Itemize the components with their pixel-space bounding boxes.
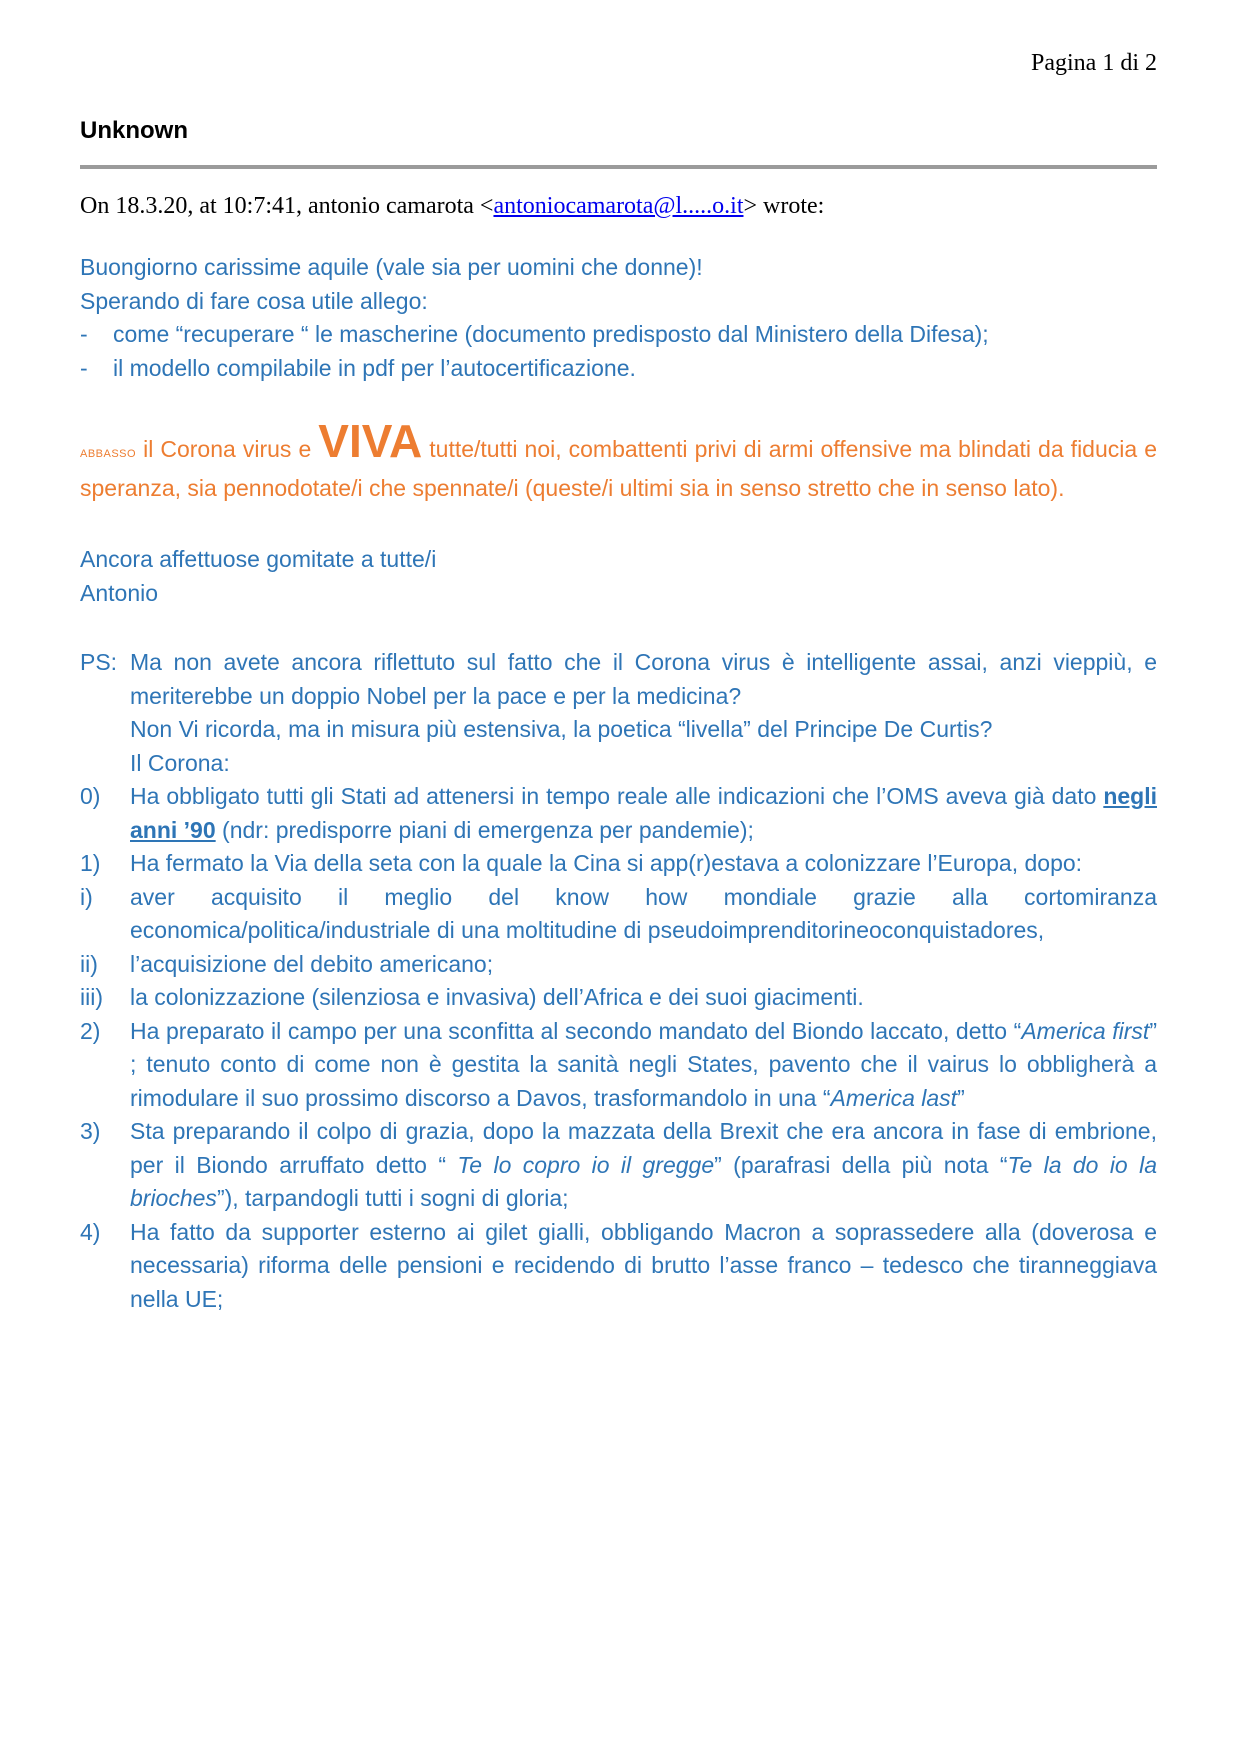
greeting-line-2: Sperando di fare cosa utile allego: bbox=[80, 287, 428, 314]
separator-rule bbox=[80, 165, 1157, 169]
slogan-abbasso: ABBASSO bbox=[80, 448, 137, 460]
list-item-text: Ha fermato la Via della seta con la quale la Cina si app(r)estava a colonizzare l’Europa, dopo: bbox=[130, 850, 1083, 876]
ps-paragraph-1 bbox=[80, 646, 1157, 713]
email-link[interactable]: antoniocamarota@l.....o.it bbox=[493, 193, 744, 219]
list-item-marker: 2) bbox=[80, 1017, 101, 1044]
ps-marker: PS: bbox=[80, 649, 118, 675]
list-item-text bbox=[130, 1015, 1157, 1116]
quote-suffix: > wrote: bbox=[743, 193, 825, 219]
list-item-text: aver acquisito il meglio del know how mondiale grazie alla cortomiranza economica/politica/industriale di una moltitudine di pseudoimprenditorineoconquistadores, bbox=[130, 883, 1157, 943]
list-item-2 bbox=[80, 1015, 1157, 1116]
segment-italic: America first bbox=[1021, 1017, 1150, 1044]
list-item-marker: 4) bbox=[80, 1218, 101, 1245]
list-item-marker: i) bbox=[80, 883, 93, 910]
list-item-marker: iii) bbox=[80, 984, 103, 1010]
page-number: Pagina 1 di 2 bbox=[1031, 50, 1157, 76]
attachment-list bbox=[80, 318, 1157, 385]
segment-plain: ” ; tenuto conto di come non è gestita la sanità negli States, pavento che il vairus lo obbligherà a rimodulare il suo prossimo discorso a Davos, trasformandolo in una “ bbox=[130, 1017, 1157, 1111]
list-item-text: il modello compilabile in pdf per l’autocertificazione. bbox=[113, 354, 636, 381]
segment-italic: Te lo copro io il gregge bbox=[457, 1151, 715, 1178]
document-title: Unknown bbox=[80, 117, 188, 144]
list-item-marker: - bbox=[80, 354, 88, 381]
segment-italic: Te la do io la brioches bbox=[130, 1151, 1157, 1211]
segment-plain: ”), tarpandogli tutti i sogni di gloria; bbox=[216, 1185, 569, 1211]
list-item-ii bbox=[80, 948, 1157, 982]
list-item bbox=[80, 352, 1157, 386]
segment-plain: Ha obbligato tutti gli Stati ad attenersi in tempo reale alle indicazioni che l’OMS aveva già dato bbox=[130, 783, 1104, 809]
greeting-block bbox=[80, 251, 1157, 318]
list-item-marker: 3) bbox=[80, 1118, 101, 1144]
list-item-4 bbox=[80, 1216, 1157, 1317]
list-item-i bbox=[80, 881, 1157, 948]
list-item-text: l’acquisizione del debito americano; bbox=[130, 950, 494, 977]
segment-bold-underline: negli anni ’90 bbox=[130, 783, 1157, 843]
closing-line: Ancora affettuose gomitate a tutte/i bbox=[80, 546, 437, 572]
list-item-marker: 1) bbox=[80, 850, 101, 876]
quote-prefix: On 18.3.20, at 10:7:41, antonio camarota < bbox=[80, 193, 494, 219]
list-item-iii bbox=[80, 981, 1157, 1015]
list-item-marker: ii) bbox=[80, 950, 98, 977]
segment-plain: ” (parafrasi della più nota “ bbox=[714, 1151, 1008, 1178]
list-item-marker: 0) bbox=[80, 783, 101, 809]
segment-plain: (ndr: predisporre piani di emergenza per pandemie); bbox=[215, 816, 754, 843]
list-item bbox=[80, 318, 1157, 352]
list-item-text: come “recuperare “ le mascherine (documento predisposto dal Ministero della Difesa); bbox=[113, 321, 989, 347]
segment-plain: Ha preparato il campo per una sconfitta al secondo mandato del Biondo laccato, detto “ bbox=[130, 1017, 1022, 1044]
ps-paragraph-3: Il Corona: bbox=[130, 749, 230, 776]
list-item-0 bbox=[80, 780, 1157, 847]
closing-block bbox=[80, 543, 1157, 610]
list-item-text bbox=[130, 1115, 1157, 1216]
ps-paragraph-2: Non Vi ricorda, ma in misura più estensiva, la poetica “livella” del Principe De Curtis? bbox=[130, 716, 993, 742]
slogan-mid: il Corona virus e bbox=[136, 436, 319, 462]
segment-plain: Sta preparando il colpo di grazia, dopo la mazzata della Brexit che era ancora in fase di embrione, per il Biondo arruffato detto “ bbox=[130, 1118, 1157, 1178]
list-item-text: Ha fatto da supporter esterno ai gilet gialli, obbligando Macron a soprassedere alla (doverosa e necessaria) riforma delle pensioni e recidendo di brutto l’asse franco – tedesco che tiranneggiava nella UE; bbox=[130, 1218, 1157, 1312]
segment-italic: America last bbox=[830, 1084, 958, 1111]
list-item-1 bbox=[80, 847, 1157, 881]
list-item-marker: - bbox=[80, 321, 88, 347]
ps-block bbox=[80, 646, 1157, 780]
ps-text-1: Ma non avete ancora riflettuto sul fatto che il Corona virus è intelligente assai, anzi vieppiù, e meriterebbe un doppio Nobel per la pace e per la medicina? bbox=[130, 649, 1157, 709]
numbered-list bbox=[80, 780, 1157, 1316]
slogan-tail: tutte/tutti noi, combattenti privi di armi offensive ma blindati da fiducia e speranza, sia pennodotate/i che spennate/i (queste/i ultimi sia in senso stretto che in senso lato). bbox=[80, 436, 1157, 501]
list-item-text bbox=[130, 780, 1157, 847]
slogan-paragraph bbox=[80, 415, 1157, 505]
list-item-3 bbox=[80, 1115, 1157, 1216]
slogan-viva: VIVA bbox=[318, 415, 423, 467]
quote-attribution-line bbox=[80, 193, 1157, 220]
signature: Antonio bbox=[80, 579, 159, 606]
segment-plain: ” bbox=[957, 1084, 965, 1111]
list-item-text: la colonizzazione (silenziosa e invasiva) dell’Africa e dei suoi giacimenti. bbox=[130, 984, 864, 1010]
greeting-line-1: Buongiorno carissime aquile (vale sia per uomini che donne)! bbox=[80, 254, 703, 280]
